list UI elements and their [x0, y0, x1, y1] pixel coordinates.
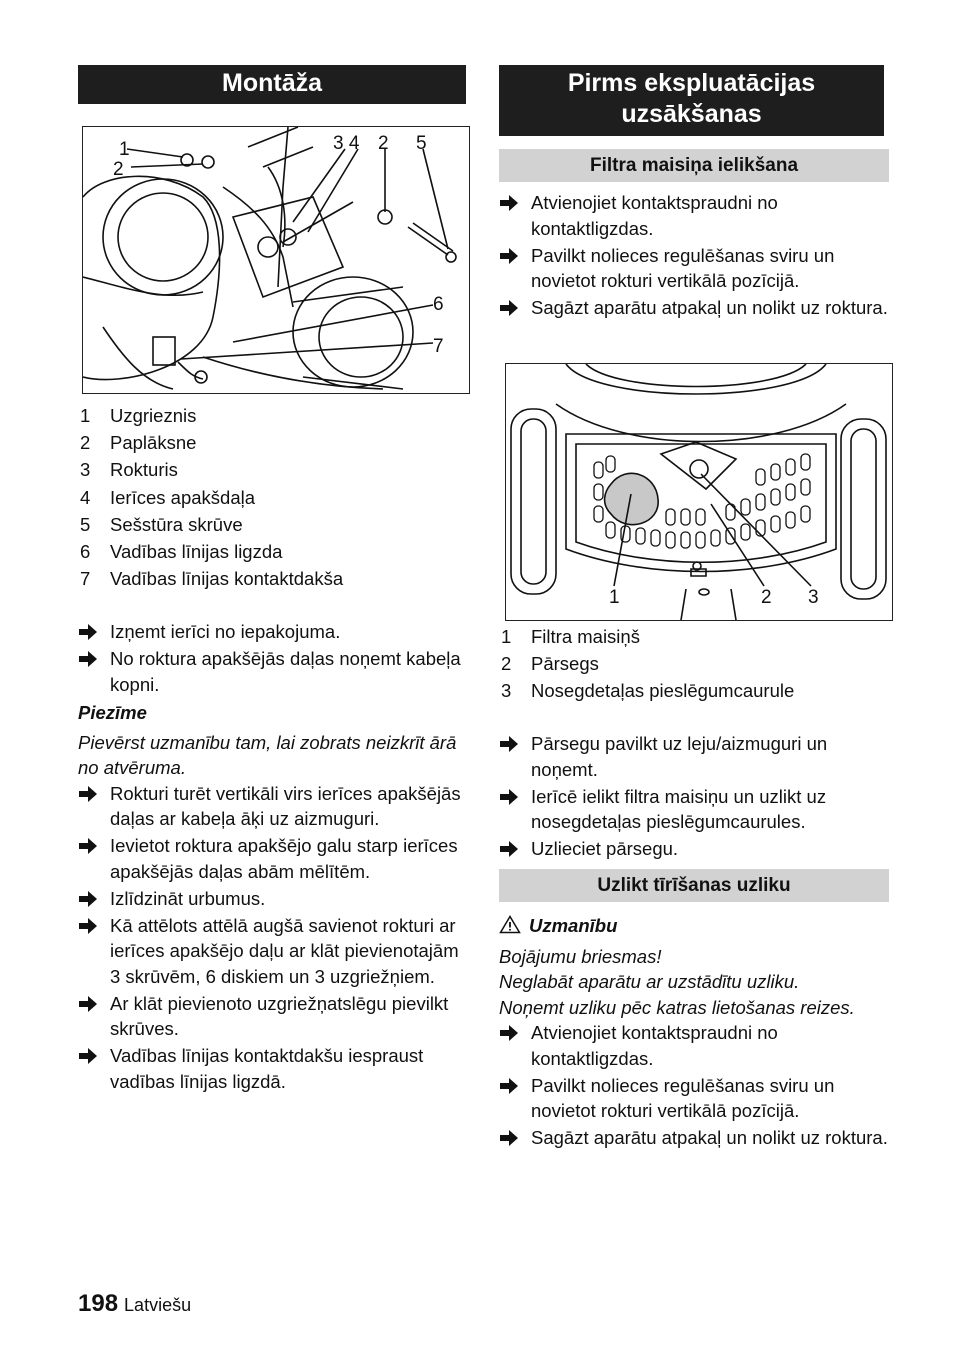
assembly-drawing	[83, 127, 469, 393]
fig-label-3: 3	[808, 587, 819, 608]
step-item: Vadības līnijas kontaktdakšu iespraust vadības līnijas ligzdā.	[78, 1043, 470, 1094]
step-item: Rokturi turēt vertikāli virs ierīces apakšējās daļas ar kabeļa āķi uz aizmuguri.	[78, 781, 470, 832]
fig-label-5: 5	[416, 133, 427, 154]
note-title: Piezīme	[78, 702, 147, 723]
step-item: Atvienojiet kontaktspraudni no kontaktligzdas.	[499, 190, 891, 241]
arrow-right-icon	[78, 785, 98, 803]
section-heading-pirms	[499, 65, 884, 136]
warning-title: Uzmanību	[529, 915, 618, 936]
legend-item: 4 Ierīces apakšdaļa	[80, 486, 256, 508]
note-text: Pievērst uzmanību tam, lai zobrats neizkrīt ārā no atvēruma.	[78, 731, 457, 778]
step-item: Ievietot roktura apakšējo galu starp ierīces apakšējās daļas abām mēlītēm.	[78, 833, 470, 884]
legend-item: 7 Vadības līnijas kontaktdakša	[80, 568, 344, 590]
fig-label-1: 1	[609, 587, 620, 608]
legend-item: 3 Nosegdetaļas pieslēgumcaurule	[501, 680, 795, 702]
warning-block	[499, 913, 899, 1152]
arrow-right-icon	[78, 995, 98, 1013]
heading-line-2: uzsākšanas	[621, 100, 762, 128]
page-footer	[78, 1290, 191, 1318]
subheading-filter-bag: Filtra maisiņa ielikšana	[499, 149, 889, 182]
arrow-right-icon	[78, 837, 98, 855]
fig-label-2b: 2	[378, 133, 389, 154]
fig-label-3-4: 3 4	[333, 133, 360, 154]
subheading-cleaning-attachment: Uzlikt tīrīšanas uzliku	[499, 869, 889, 902]
fig-label-2: 2	[113, 159, 124, 180]
fig-label-2: 2	[761, 587, 772, 608]
arrow-right-icon	[78, 917, 98, 935]
arrow-right-icon	[78, 650, 98, 668]
legend-item: 3 Rokturis	[80, 459, 178, 481]
legend-item: 6 Vadības līnijas ligzda	[80, 540, 283, 562]
fig-label-1: 1	[119, 139, 130, 160]
fig-label-7: 7	[433, 336, 444, 357]
step-item: Uzlieciet pārsegu.	[499, 836, 891, 862]
warning-line: Noņemt uzliku pēc katras lietošanas reizes.	[499, 996, 855, 1018]
arrow-right-icon	[499, 299, 519, 317]
filter-figure	[505, 363, 893, 621]
assembly-figure	[82, 126, 470, 394]
heading-line-1: Pirms ekspluatācijas	[567, 69, 816, 97]
filter-steps-b	[499, 731, 891, 863]
step-item: Atvienojiet kontaktspraudni no kontaktligzdas.	[499, 1020, 891, 1071]
warning-line: Neglabāt aparātu ar uzstādītu uzliku.	[499, 971, 800, 992]
step-item: Ierīcē ielikt filtra maisiņu un uzlikt uz nosegdetaļas pieslēgumcaurules.	[499, 784, 891, 835]
step-item: Pārsegu pavilkt uz leju/aizmuguri un noņemt.	[499, 731, 891, 782]
arrow-right-icon	[78, 890, 98, 908]
step-item: Sagāzt aparātu atpakaļ un nolikt uz roktura.	[499, 295, 891, 321]
assembly-steps	[78, 619, 470, 1096]
step-item: Ar klāt pievienoto uzgriežņatslēgu pievilkt skrūves.	[78, 991, 470, 1042]
arrow-right-icon	[78, 1047, 98, 1065]
fig-label-6: 6	[433, 294, 444, 315]
step-item: Izņemt ierīci no iepakojuma.	[78, 619, 470, 645]
legend-item: 5 Sešstūra skrūve	[80, 513, 243, 535]
step-item: No roktura apakšējās daļas noņemt kabeļa kopni.	[78, 646, 470, 697]
filter-legend	[499, 624, 891, 706]
arrow-right-icon	[499, 1077, 519, 1095]
step-item: Pavilkt nolieces regulēšanas sviru un novietot rokturi vertikālā pozīcijā.	[499, 1073, 891, 1124]
footer-language: Latviešu	[124, 1295, 192, 1315]
arrow-right-icon	[499, 194, 519, 212]
arrow-right-icon	[499, 840, 519, 858]
legend-item: 1 Uzgrieznis	[80, 405, 197, 426]
filter-drawing	[506, 364, 892, 620]
legend-item: 2 Pārsegs	[501, 653, 599, 675]
warning-line: Bojājumu briesmas!	[499, 945, 662, 967]
warning-header	[499, 913, 899, 939]
step-item: Pavilkt nolieces regulēšanas sviru un novietot rokturi vertikālā pozīcijā.	[499, 243, 891, 294]
arrow-right-icon	[499, 735, 519, 753]
assembly-legend	[78, 403, 470, 593]
warning-triangle-icon	[499, 915, 521, 934]
section-heading-montaza: Montāža	[78, 65, 466, 104]
filter-steps-a	[499, 190, 891, 322]
step-item: Izlīdzināt urbumus.	[78, 886, 470, 912]
page-number: 198	[78, 1290, 119, 1317]
step-item: Sagāzt aparātu atpakaļ un nolikt uz roktura.	[499, 1125, 891, 1151]
legend-item: 2 Paplāksne	[80, 432, 197, 454]
arrow-right-icon	[499, 788, 519, 806]
arrow-right-icon	[78, 623, 98, 641]
arrow-right-icon	[499, 1129, 519, 1147]
arrow-right-icon	[499, 247, 519, 265]
legend-item: 1 Filtra maisiņš	[501, 626, 640, 647]
arrow-right-icon	[499, 1024, 519, 1042]
step-item: Kā attēlots attēlā augšā savienot rokturi ar ierīces apakšējo daļu ar klāt pievienotajām 3 skrūvēm, 6 diskiem un 3 uzgriežņiem.	[78, 913, 470, 990]
